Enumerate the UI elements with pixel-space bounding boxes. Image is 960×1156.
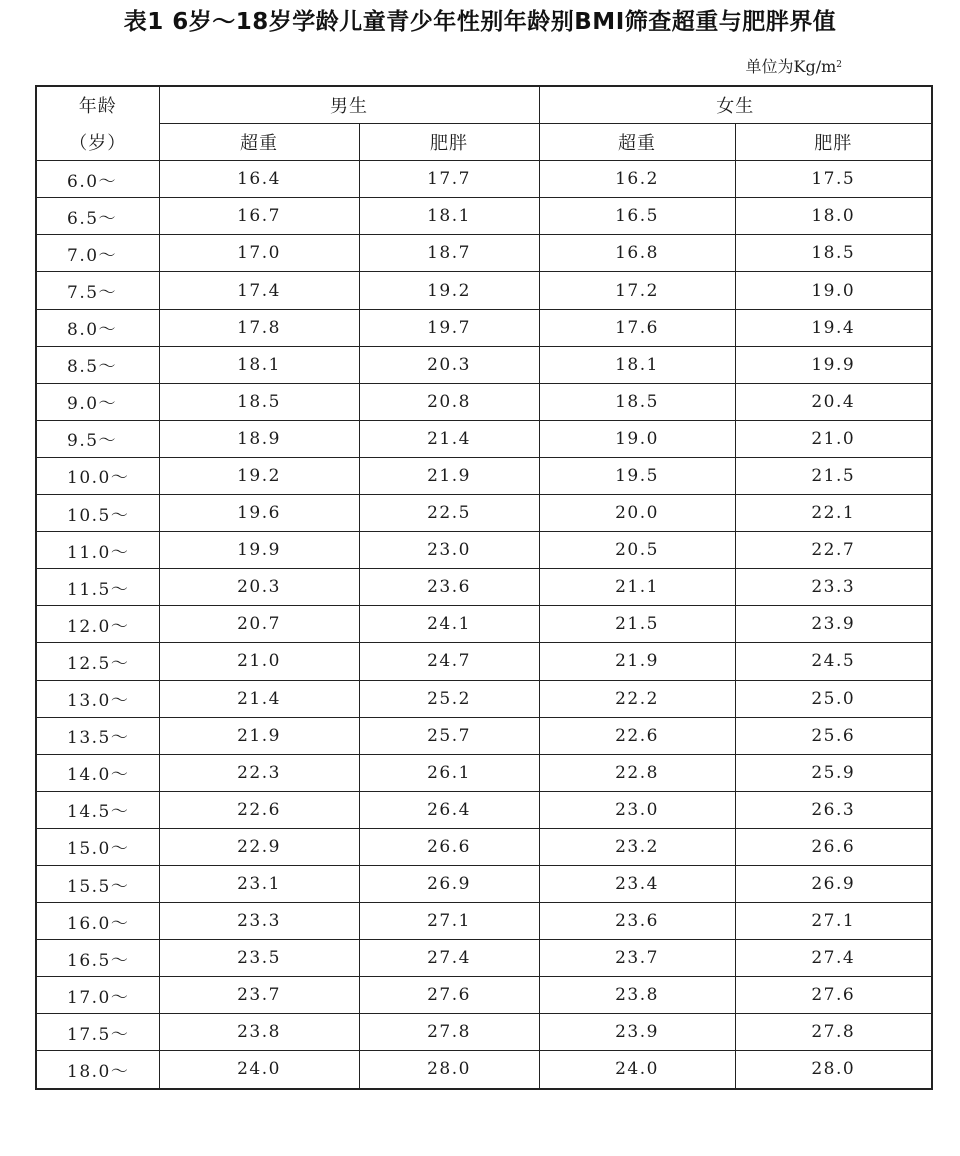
male-obese-cell: 26.1 — [359, 754, 539, 791]
male-obese-cell: 26.4 — [359, 791, 539, 828]
female-obese-cell: 26.3 — [735, 791, 932, 828]
age-cell: 18.0～ — [36, 1051, 159, 1089]
bmi-cutoff-table — [35, 85, 933, 1090]
female-obese-cell: 19.4 — [735, 309, 932, 346]
table-row — [36, 161, 932, 198]
male-obese-cell: 25.2 — [359, 680, 539, 717]
male-overweight-cell: 17.4 — [159, 272, 359, 309]
male-overweight-cell: 22.9 — [159, 828, 359, 865]
female-overweight-cell: 21.5 — [539, 606, 735, 643]
table-row — [36, 903, 932, 940]
female-obese-cell: 26.6 — [735, 828, 932, 865]
male-overweight-cell: 23.8 — [159, 1014, 359, 1051]
female-obese-cell: 19.0 — [735, 272, 932, 309]
age-cell: 13.5～ — [36, 717, 159, 754]
female-overweight-cell: 16.8 — [539, 235, 735, 272]
unit-superscript: 2 — [836, 60, 842, 70]
female-overweight-cell: 17.6 — [539, 309, 735, 346]
age-cell: 9.5～ — [36, 420, 159, 457]
table-row — [36, 1014, 932, 1051]
female-obese-cell: 24.5 — [735, 643, 932, 680]
male-obese-cell: 28.0 — [359, 1051, 539, 1089]
age-cell: 13.0～ — [36, 680, 159, 717]
male-overweight-cell: 18.5 — [159, 383, 359, 420]
table-row — [36, 346, 932, 383]
female-obese-cell: 21.5 — [735, 457, 932, 494]
table-row — [36, 643, 932, 680]
female-header: 女生 — [539, 86, 932, 124]
age-cell: 16.0～ — [36, 903, 159, 940]
age-cell: 10.5～ — [36, 495, 159, 532]
male-obese-cell: 20.3 — [359, 346, 539, 383]
female-obese-cell: 27.6 — [735, 977, 932, 1014]
age-cell: 7.0～ — [36, 235, 159, 272]
female-overweight-cell: 23.8 — [539, 977, 735, 1014]
table-row — [36, 977, 932, 1014]
male-obese-cell: 23.0 — [359, 532, 539, 569]
female-obese-cell: 27.8 — [735, 1014, 932, 1051]
table-row — [36, 717, 932, 754]
table-row — [36, 235, 932, 272]
male-overweight-cell: 21.4 — [159, 680, 359, 717]
male-obese-cell: 26.9 — [359, 865, 539, 902]
unit-label — [746, 56, 843, 78]
female-overweight-cell: 22.6 — [539, 717, 735, 754]
female-overweight-cell: 18.5 — [539, 383, 735, 420]
female-obese-cell: 19.9 — [735, 346, 932, 383]
table-row — [36, 495, 932, 532]
age-cell: 8.0～ — [36, 309, 159, 346]
female-obese-cell: 21.0 — [735, 420, 932, 457]
table-row — [36, 828, 932, 865]
age-unit-header: （岁） — [36, 124, 159, 161]
female-overweight-cell: 23.2 — [539, 828, 735, 865]
female-obese-cell: 18.5 — [735, 235, 932, 272]
male-obese-cell: 26.6 — [359, 828, 539, 865]
male-overweight-cell: 20.7 — [159, 606, 359, 643]
table-title: 表1 6岁～18岁学龄儿童青少年性别年龄别BMI筛查超重与肥胖界值 — [123, 9, 837, 35]
male-overweight-cell: 19.9 — [159, 532, 359, 569]
female-overweight-cell: 23.9 — [539, 1014, 735, 1051]
age-cell: 11.5～ — [36, 569, 159, 606]
age-header: 年龄 — [36, 86, 159, 124]
age-cell: 14.0～ — [36, 754, 159, 791]
age-cell: 11.0～ — [36, 532, 159, 569]
male-obese-cell: 17.7 — [359, 161, 539, 198]
age-cell: 17.0～ — [36, 977, 159, 1014]
male-obese-cell: 24.1 — [359, 606, 539, 643]
female-obese-header: 肥胖 — [735, 124, 932, 161]
female-overweight-cell: 17.2 — [539, 272, 735, 309]
male-overweight-cell: 24.0 — [159, 1051, 359, 1089]
table-header — [36, 86, 932, 161]
female-overweight-cell: 24.0 — [539, 1051, 735, 1089]
male-obese-cell: 20.8 — [359, 383, 539, 420]
female-overweight-cell: 16.2 — [539, 161, 735, 198]
unit-text: 单位为Kg/m — [745, 57, 837, 76]
male-overweight-cell: 21.0 — [159, 643, 359, 680]
male-overweight-cell: 23.3 — [159, 903, 359, 940]
male-obese-cell: 27.8 — [359, 1014, 539, 1051]
female-obese-cell: 25.6 — [735, 717, 932, 754]
age-cell: 6.5～ — [36, 198, 159, 235]
female-overweight-cell: 18.1 — [539, 346, 735, 383]
age-cell: 17.5～ — [36, 1014, 159, 1051]
male-overweight-cell: 17.8 — [159, 309, 359, 346]
male-obese-cell: 27.6 — [359, 977, 539, 1014]
male-overweight-header: 超重 — [159, 124, 359, 161]
male-obese-cell: 22.5 — [359, 495, 539, 532]
table-row — [36, 420, 932, 457]
male-obese-cell: 23.6 — [359, 569, 539, 606]
age-cell: 7.5～ — [36, 272, 159, 309]
table-row — [36, 309, 932, 346]
age-cell: 15.0～ — [36, 828, 159, 865]
male-overweight-cell: 23.1 — [159, 865, 359, 902]
male-overweight-cell: 19.6 — [159, 495, 359, 532]
table-row — [36, 606, 932, 643]
table-row — [36, 272, 932, 309]
male-obese-cell: 19.7 — [359, 309, 539, 346]
female-obese-cell: 27.4 — [735, 940, 932, 977]
female-overweight-header: 超重 — [539, 124, 735, 161]
age-cell: 8.5～ — [36, 346, 159, 383]
male-obese-header: 肥胖 — [359, 124, 539, 161]
female-obese-cell: 23.9 — [735, 606, 932, 643]
male-overweight-cell: 17.0 — [159, 235, 359, 272]
table-row — [36, 532, 932, 569]
table-row — [36, 680, 932, 717]
male-obese-cell: 18.1 — [359, 198, 539, 235]
male-obese-cell: 25.7 — [359, 717, 539, 754]
male-overweight-cell: 18.1 — [159, 346, 359, 383]
female-obese-cell: 25.9 — [735, 754, 932, 791]
age-cell: 15.5～ — [36, 865, 159, 902]
age-cell: 16.5～ — [36, 940, 159, 977]
male-overweight-cell: 22.6 — [159, 791, 359, 828]
female-overweight-cell: 21.9 — [539, 643, 735, 680]
male-obese-cell: 24.7 — [359, 643, 539, 680]
table-row — [36, 754, 932, 791]
male-overweight-cell: 23.7 — [159, 977, 359, 1014]
male-overweight-cell: 22.3 — [159, 754, 359, 791]
header-row-1 — [36, 86, 932, 124]
table-row — [36, 457, 932, 494]
male-overweight-cell: 20.3 — [159, 569, 359, 606]
female-overweight-cell: 19.0 — [539, 420, 735, 457]
male-obese-cell: 19.2 — [359, 272, 539, 309]
female-overweight-cell: 23.4 — [539, 865, 735, 902]
table-row — [36, 791, 932, 828]
male-obese-cell: 27.4 — [359, 940, 539, 977]
table-row — [36, 1051, 932, 1089]
male-obese-cell: 21.9 — [359, 457, 539, 494]
female-obese-cell: 22.1 — [735, 495, 932, 532]
female-obese-cell: 17.5 — [735, 161, 932, 198]
table-row — [36, 569, 932, 606]
male-overweight-cell: 21.9 — [159, 717, 359, 754]
female-obese-cell: 22.7 — [735, 532, 932, 569]
female-obese-cell: 28.0 — [735, 1051, 932, 1089]
table-row — [36, 865, 932, 902]
female-overweight-cell: 20.5 — [539, 532, 735, 569]
female-obese-cell: 27.1 — [735, 903, 932, 940]
female-overweight-cell: 22.2 — [539, 680, 735, 717]
female-obese-cell: 20.4 — [735, 383, 932, 420]
male-overweight-cell: 18.9 — [159, 420, 359, 457]
female-overweight-cell: 23.6 — [539, 903, 735, 940]
female-overweight-cell: 23.0 — [539, 791, 735, 828]
male-overweight-cell: 19.2 — [159, 457, 359, 494]
female-obese-cell: 18.0 — [735, 198, 932, 235]
male-obese-cell: 18.7 — [359, 235, 539, 272]
age-cell: 6.0～ — [36, 161, 159, 198]
age-cell: 12.5～ — [36, 643, 159, 680]
age-cell: 12.0～ — [36, 606, 159, 643]
table-row — [36, 383, 932, 420]
male-obese-cell: 27.1 — [359, 903, 539, 940]
female-overweight-cell: 22.8 — [539, 754, 735, 791]
female-obese-cell: 26.9 — [735, 865, 932, 902]
female-overweight-cell: 19.5 — [539, 457, 735, 494]
female-obese-cell: 23.3 — [735, 569, 932, 606]
age-cell: 10.0～ — [36, 457, 159, 494]
female-overweight-cell: 16.5 — [539, 198, 735, 235]
female-overweight-cell: 20.0 — [539, 495, 735, 532]
female-overweight-cell: 23.7 — [539, 940, 735, 977]
age-cell: 14.5～ — [36, 791, 159, 828]
table-row — [36, 940, 932, 977]
male-overweight-cell: 23.5 — [159, 940, 359, 977]
header-row-2 — [36, 124, 932, 161]
age-cell: 9.0～ — [36, 383, 159, 420]
male-header: 男生 — [159, 86, 539, 124]
male-overweight-cell: 16.4 — [159, 161, 359, 198]
female-obese-cell: 25.0 — [735, 680, 932, 717]
female-overweight-cell: 21.1 — [539, 569, 735, 606]
table-row — [36, 198, 932, 235]
male-overweight-cell: 16.7 — [159, 198, 359, 235]
table-body — [36, 161, 932, 1089]
male-obese-cell: 21.4 — [359, 420, 539, 457]
